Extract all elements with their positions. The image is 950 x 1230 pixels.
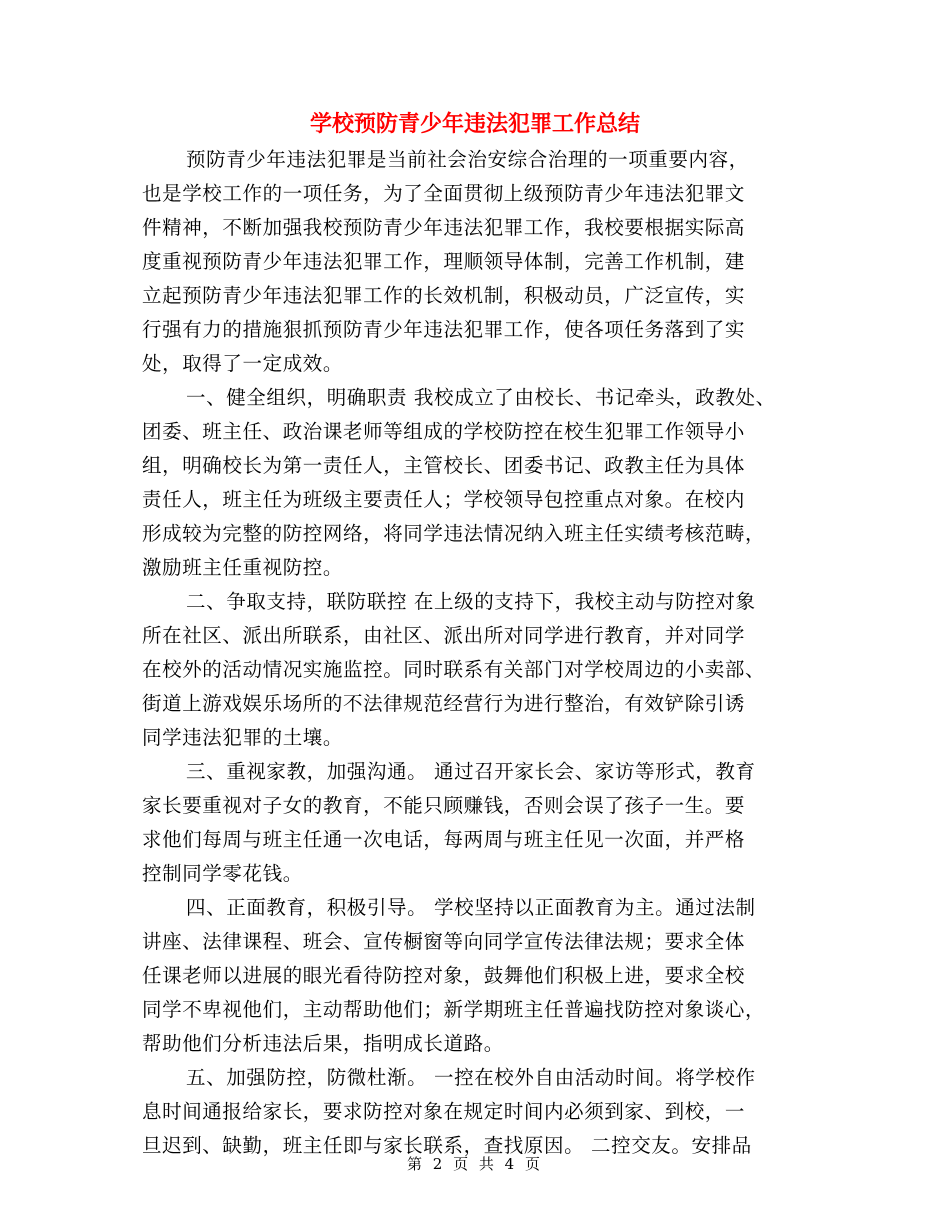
paragraph-line: 立起预防青少年违法犯罪工作的长效机制，积极动员，广泛宣传，实 <box>142 284 746 307</box>
paragraph-line: 讲座、法律课程、班会、宣传橱窗等向同学宣传法律法规；要求全体 <box>142 930 746 953</box>
paragraph-line: 街道上游戏娱乐场所的不法律规范经营行为进行整治，有效铲除引诱 <box>142 692 746 715</box>
paragraph-line: 旦迟到、缺勤，班主任即与家长联系，查找原因。 二控交友。安排品 <box>142 1134 752 1157</box>
paragraph-line: 形成较为完整的防控网络，将同学违法情况纳入班主任实绩考核范畴， <box>142 522 766 545</box>
paragraph-line: 帮助他们分析违法后果，指明成长道路。 <box>142 1032 504 1055</box>
page-footer: 第 2 页 共 4 页 <box>407 1155 543 1173</box>
paragraph-line: 四、正面教育，积极引导。 学校坚持以正面教育为主。通过法制 <box>186 896 756 919</box>
paragraph-line: 团委、班主任、政治课老师等组成的学校防控在校生犯罪工作领导小 <box>142 420 746 443</box>
paragraph-line: 任课老师以进展的眼光看待防控对象，鼓舞他们积极上进，要求全校 <box>142 964 746 987</box>
paragraph-line: 度重视预防青少年违法犯罪工作，理顺领导体制，完善工作机制，建 <box>142 250 746 273</box>
paragraph-line: 预防青少年违法犯罪是当前社会治安综合治理的一项重要内容， <box>186 148 749 171</box>
paragraph-line: 控制同学零花钱。 <box>142 862 303 885</box>
paragraph-line: 一、健全组织，明确职责 我校成立了由校长、书记牵头，政教处、 <box>186 386 776 409</box>
paragraph-line: 二、争取支持，联防联控 在上级的支持下，我校主动与防控对象 <box>186 590 756 613</box>
paragraph-line: 件精神，不断加强我校预防青少年违法犯罪工作，我校要根据实际高 <box>142 216 746 239</box>
paragraph-line: 息时间通报给家长，要求防控对象在规定时间内必须到家、到校，一 <box>142 1100 746 1123</box>
paragraph-line: 组，明确校长为第一责任人，主管校长、团委书记、政教主任为具体 <box>142 454 746 477</box>
paragraph-line: 求他们每周与班主任通一次电话，每两周与班主任见一次面，并严格 <box>142 828 746 851</box>
document-title: 学校预防青少年违法犯罪工作总结 <box>309 112 640 137</box>
paragraph-line: 三、重视家教，加强沟通。 通过召开家长会、家访等形式，教育 <box>186 760 756 783</box>
paragraph-line: 家长要重视对子女的教育，不能只顾赚钱，否则会误了孩子一生。要 <box>142 794 746 817</box>
paragraph-line: 在校外的活动情况实施监控。同时联系有关部门对学校周边的小卖部、 <box>142 658 766 681</box>
paragraph-line: 五、加强防控，防微杜渐。 一控在校外自由活动时间。将学校作 <box>186 1066 756 1089</box>
paragraph-line: 处，取得了一定成效。 <box>142 352 344 375</box>
paragraph-line: 同学不卑视他们，主动帮助他们；新学期班主任普遍找防控对象谈心， <box>142 998 766 1021</box>
paragraph-line: 所在社区、派出所联系，由社区、派出所对同学进行教育，并对同学 <box>142 624 746 647</box>
paragraph-line: 行强有力的措施狠抓预防青少年违法犯罪工作，使各项任务落到了实 <box>142 318 746 341</box>
paragraph-line: 同学违法犯罪的土壤。 <box>142 726 344 749</box>
paragraph-line: 也是学校工作的一项任务，为了全面贯彻上级预防青少年违法犯罪文 <box>142 182 746 205</box>
paragraph-line: 责任人，班主任为班级主要责任人；学校领导包控重点对象。在校内 <box>142 488 746 511</box>
paragraph-line: 激励班主任重视防控。 <box>142 556 344 579</box>
